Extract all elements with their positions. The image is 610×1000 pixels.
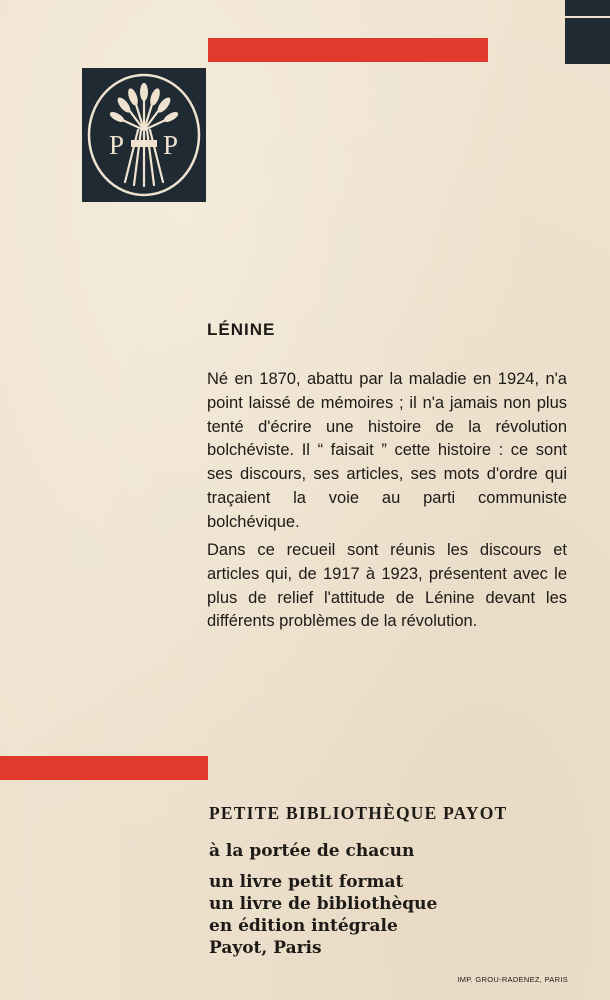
description-paragraph-2: Dans ce recueil sont réunis les discours et articles qui, de 1917 à 1923, présentent avec le plus de relief l'attitude de Lénine devant les différents problèmes de la révolution. bbox=[207, 541, 567, 631]
description-paragraph-1: Né en 1870, abattu par la maladie en 1924, n'a point laissé de mémoires ; il n'a jamais non plus tenté d'écrire une histoire de la révolution bolchéviste. Il “ faisait ” cette histoire : ce sont ses discours, ses articles, ses mots d'ordre qui traçaient la voie au parti communiste bolchévique. bbox=[207, 370, 567, 531]
corner-divider bbox=[565, 16, 610, 18]
series-tagline: en édition intégrale bbox=[209, 916, 398, 936]
author-name: LÉNINE bbox=[207, 320, 276, 339]
publisher-location: Payot, Paris bbox=[209, 938, 322, 958]
printer-credit: IMP. GROU-RADENEZ, PARIS bbox=[457, 975, 568, 984]
logo-monogram-right: P bbox=[163, 130, 179, 160]
logo-monogram-left: P bbox=[109, 130, 125, 160]
series-tagline: un livre petit format bbox=[209, 872, 404, 892]
publisher-logo bbox=[82, 68, 206, 202]
series-title: PETITE BIBLIOTHÈQUE PAYOT bbox=[209, 803, 508, 823]
series-tagline: un livre de bibliothèque bbox=[209, 894, 438, 914]
series-tagline: à la portée de chacun bbox=[209, 841, 415, 861]
top-red-bar bbox=[208, 38, 488, 62]
bottom-red-bar bbox=[0, 756, 208, 780]
wheat-sheaf-icon bbox=[82, 68, 206, 202]
corner-dark-block bbox=[565, 0, 610, 64]
